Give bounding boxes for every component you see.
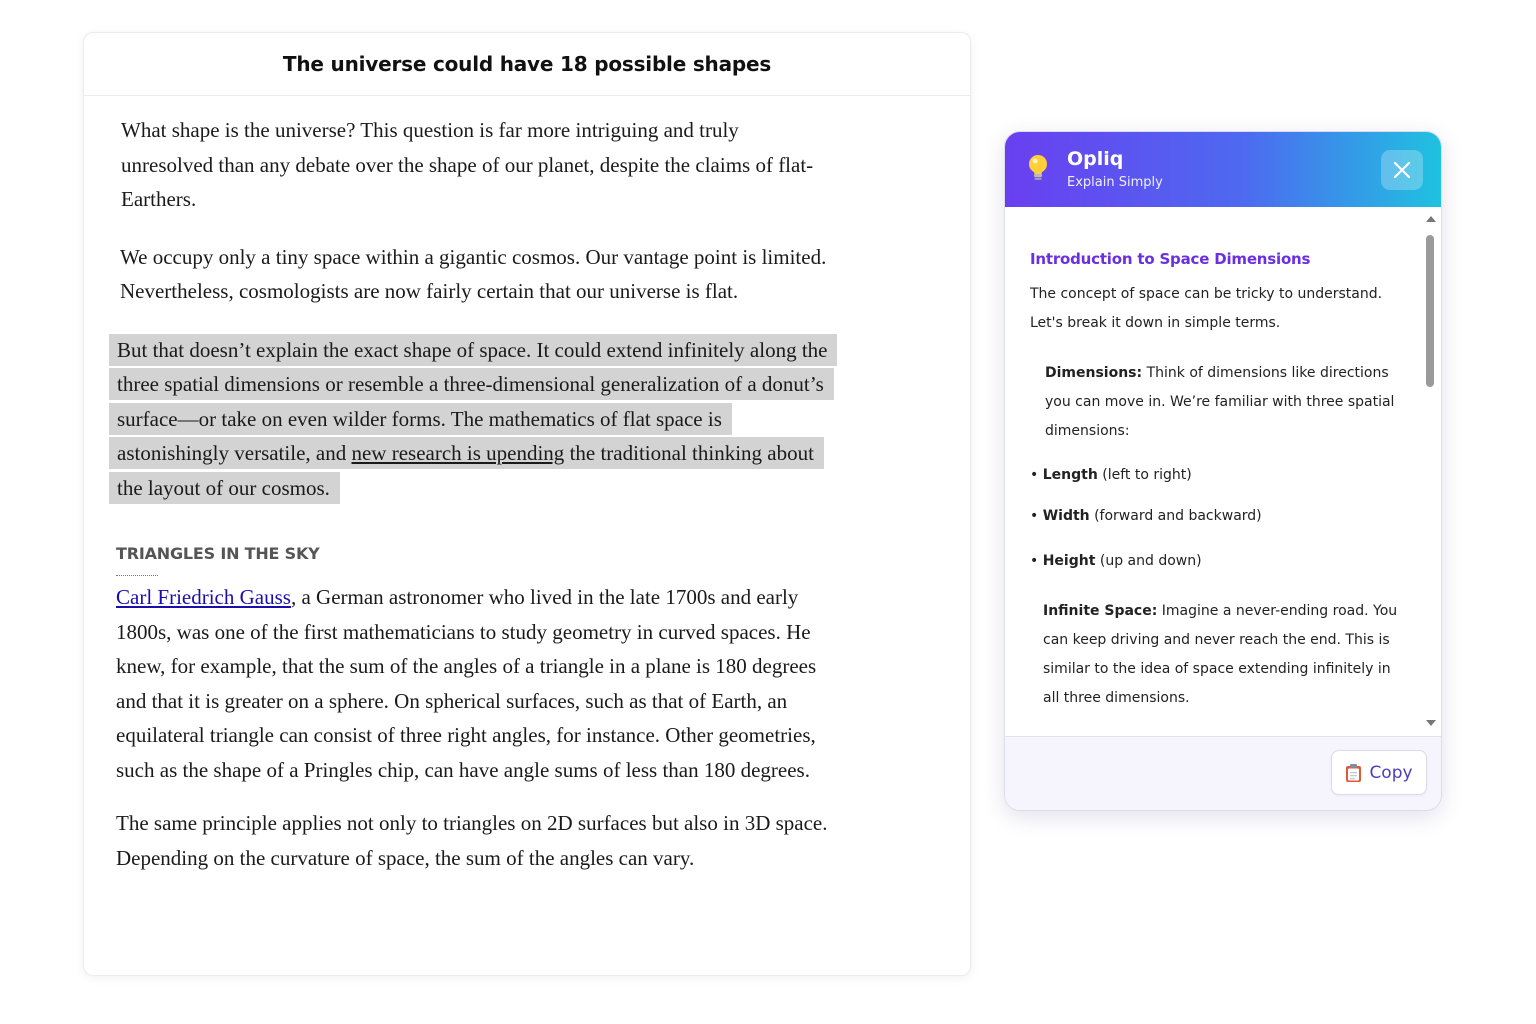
close-button[interactable] — [1381, 150, 1423, 190]
paragraph-gauss-text: , a German astronomer who lived in the late 1700s and early 1800s, was one of the first mathematicians to study geometry in curved spaces. He knew, for example, that the sum of the angles of a triangle in a plane is 180 degrees and that it is greater on a sphere. On spherical surfaces, such as that of Earth, an equilateral triangle can consist of three right angles, for instance. Other geometries, such as the shape of a Pringles chip, can have angle sums of less than 180 degrees. — [116, 585, 817, 782]
bullet-label: Height — [1042, 553, 1096, 569]
opliq-panel — [1004, 131, 1442, 811]
panel-scrollbar[interactable] — [1421, 207, 1441, 737]
dimensions-paragraph — [1045, 359, 1405, 446]
panel-subtitle: Explain Simply — [1067, 175, 1163, 190]
infinite-space-label: Infinite Space: — [1043, 603, 1158, 619]
article-title: The universe could have 18 possible shapes — [282, 52, 772, 76]
bullet-label: Width — [1042, 508, 1090, 524]
list-item: • Width (forward and backward) — [1030, 508, 1262, 524]
scroll-down-icon[interactable] — [1425, 719, 1437, 727]
highlight-text-start: But that doesn’t explain the exact shape of space. It could extend infinitely along the three spatial dimensions or resemble a three-dimensional generalization of a donut’s surface—or take on even wilder forms. The mathematics of flat space is astonishingly versatile, and — [117, 337, 828, 465]
paragraph-intro: What shape is the universe? This question is far more intriguing and truly unresolved than any debate over the shape of our planet, despite the claims of flat-Earthers. — [121, 118, 814, 211]
copy-label: Copy — [1369, 762, 1413, 783]
clipboard-icon — [1345, 763, 1362, 783]
lightbulb-icon — [1027, 154, 1049, 184]
paragraph-vantage: We occupy only a tiny space within a gigantic cosmos. Our vantage point is limited. Nevertheless, cosmologists are now fairly certain that our universe is flat. — [120, 244, 827, 303]
new-research-link[interactable]: new research is upending — [351, 441, 565, 465]
bullet-text: (up and down) — [1095, 553, 1202, 569]
article-header — [84, 33, 970, 96]
section-heading-divider — [116, 575, 158, 576]
scrollbar-thumb[interactable] — [1426, 235, 1434, 387]
infinite-space-text: Imagine a never-ending road. You can keep driving and never reach the end. This is similar to the idea of space extending infinitely in all three dimensions. — [1043, 603, 1398, 706]
paragraph-gauss — [116, 580, 828, 787]
explanation-content — [1005, 207, 1425, 737]
dimensions-text: Think of dimensions like directions you can move in. We’re familiar with three spatial dimensions: — [1045, 365, 1395, 439]
list-item: • Length (left to right) — [1030, 467, 1192, 483]
list-item: • Height (up and down) — [1030, 553, 1202, 569]
bullet-label: Length — [1042, 467, 1098, 483]
paragraph-3d-space: The same principle applies not only to triangles on 2D surfaces but also in 3D space. Depending on the curvature of space, the sum of the angles can vary. — [116, 811, 828, 870]
infinite-space-paragraph — [1043, 597, 1408, 713]
copy-button[interactable] — [1331, 750, 1427, 795]
article-card — [83, 32, 971, 976]
section-heading: TRIANGLES IN THE SKY — [116, 544, 320, 563]
panel-title: Opliq — [1067, 148, 1124, 170]
scroll-up-icon[interactable] — [1425, 215, 1437, 223]
dimensions-label: Dimensions: — [1045, 365, 1143, 381]
panel-header — [1005, 132, 1441, 207]
close-icon — [1393, 161, 1411, 179]
selected-text-highlight[interactable] — [109, 334, 837, 504]
panel-footer — [1005, 736, 1441, 810]
explanation-intro: The concept of space can be tricky to understand. Let's break it down in simple terms. — [1030, 286, 1383, 331]
article-body — [116, 113, 828, 875]
bullet-text: (forward and backward) — [1089, 508, 1262, 524]
highlight-text-end: the traditional thinking about the layout of our cosmos. — [117, 441, 814, 500]
gauss-link[interactable]: Carl Friedrich Gauss — [116, 585, 291, 609]
explanation-heading: Introduction to Space Dimensions — [1030, 250, 1311, 268]
bullet-text: (left to right) — [1097, 467, 1192, 483]
paragraph-highlighted — [116, 333, 828, 506]
